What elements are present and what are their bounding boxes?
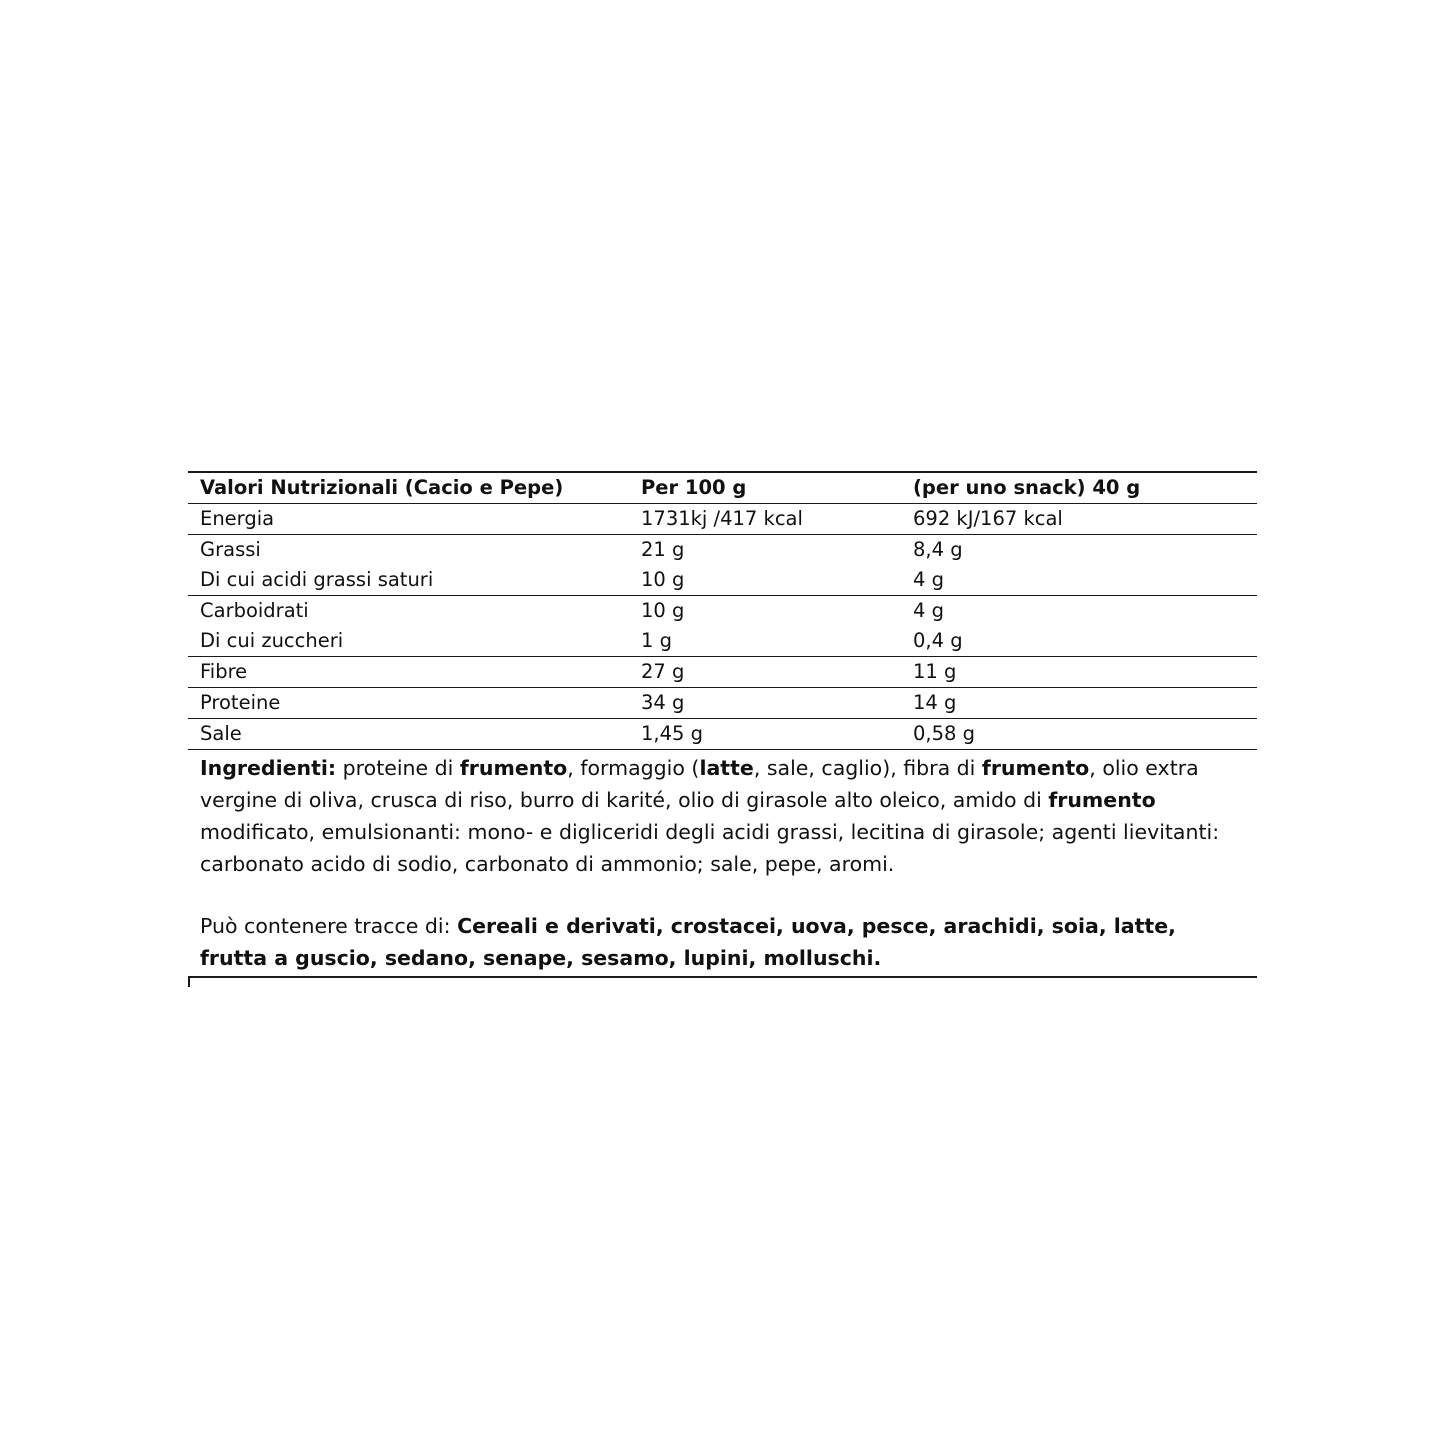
table-header-row: [188, 473, 1257, 504]
nutrition-label: [188, 471, 1257, 978]
traces-text: [188, 880, 1257, 974]
carbohydrate-group: [188, 596, 1257, 657]
row-per-snack: 11 g: [913, 660, 957, 683]
row-per100: 1 g: [641, 629, 672, 652]
row-per-snack: 692 kJ/167 kcal: [913, 507, 1063, 530]
row-name: Fibre: [200, 660, 248, 683]
row-per-snack: 4 g: [913, 599, 944, 622]
row-per-snack: 0,58 g: [913, 722, 975, 745]
row-per100: 21 g: [641, 538, 685, 561]
ingredients-part: proteine di: [336, 756, 460, 780]
row-per-snack: 14 g: [913, 691, 957, 714]
row-name: Proteine: [200, 691, 281, 714]
row-name: Sale: [200, 722, 242, 745]
table-row: [188, 688, 1257, 719]
allergen-highlight: frumento: [981, 756, 1090, 780]
header-per-100g: Per 100 g: [641, 476, 747, 499]
allergen-highlight: latte: [699, 756, 754, 780]
row-per100: 10 g: [641, 599, 685, 622]
header-nutrition-values: Valori Nutrizionali (Cacio e Pepe): [200, 476, 564, 499]
table-row: [188, 626, 1257, 656]
row-per100: 1,45 g: [641, 722, 703, 745]
table-row: [188, 719, 1257, 750]
bottom-rule: [188, 976, 1257, 978]
row-per100: 34 g: [641, 691, 685, 714]
row-name: Di cui zuccheri: [200, 629, 344, 652]
ingredients-part: , formaggio (: [567, 756, 700, 780]
ingredients-text: [188, 750, 1257, 880]
header-per-snack: (per uno snack) 40 g: [913, 476, 1141, 499]
row-per100: 1731kj /417 kcal: [641, 507, 803, 530]
table-row: [188, 504, 1257, 535]
table-row: [188, 657, 1257, 688]
ingredients-part: , olio extra vergine di oliva, crusca di riso, burro di karité, olio di girasole alto oleico, amido di: [200, 756, 1199, 812]
row-per100: 27 g: [641, 660, 685, 683]
table-row: [188, 535, 1257, 565]
row-name: Di cui acidi grassi saturi: [200, 568, 434, 591]
ingredients-part: modificato, emulsionanti: mono- e digliceridi degli acidi grassi, lecitina di girasole; agenti lievitanti: carbonato acido di sodio, carbonato di ammonio; sale, pepe, aromi.: [200, 820, 1220, 876]
traces-intro: Può contenere tracce di:: [200, 914, 458, 938]
allergen-highlight: frumento: [459, 756, 568, 780]
table-row: [188, 565, 1257, 595]
allergen-highlight: frumento: [1048, 788, 1156, 812]
corner-tick: [188, 978, 190, 987]
row-per-snack: 0,4 g: [913, 629, 963, 652]
ingredients-label: Ingredienti:: [200, 756, 337, 780]
table-row: [188, 596, 1257, 626]
fat-group: [188, 535, 1257, 596]
row-per100: 10 g: [641, 568, 685, 591]
traces-allergens: Cereali e derivati, crostacei, uova, pesce, arachidi, soia, latte, frutta a guscio, sedano, senape, sesamo, lupini, molluschi.: [200, 914, 1176, 970]
ingredients-part: , sale, caglio), fibra di: [753, 756, 982, 780]
row-per-snack: 4 g: [913, 568, 944, 591]
row-per-snack: 8,4 g: [913, 538, 963, 561]
row-name: Energia: [200, 507, 275, 530]
row-name: Carboidrati: [200, 599, 309, 622]
row-name: Grassi: [200, 538, 261, 561]
